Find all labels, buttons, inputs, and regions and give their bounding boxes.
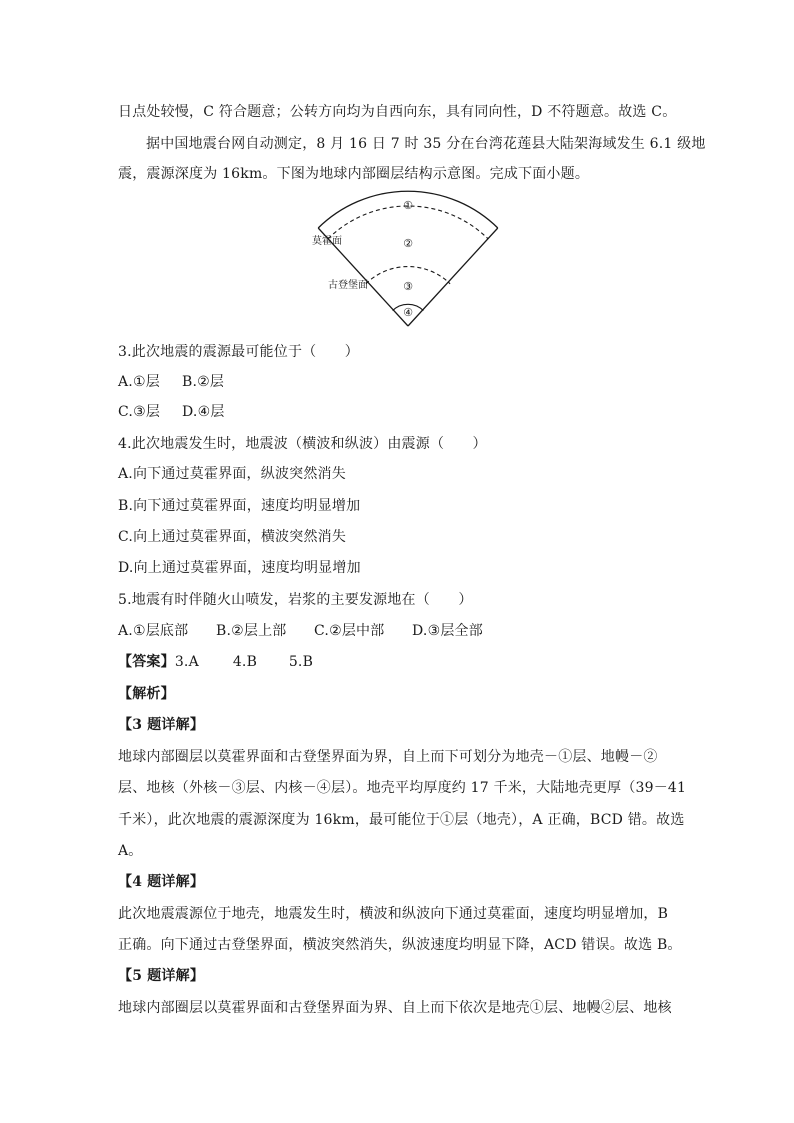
answer-4: 4.B: [232, 654, 258, 670]
q3-detail-line-2: 层、地核（外核－③层、内核－④层）。地壳平均厚度约 17 千米，大陆地壳更厚（39－41: [118, 780, 687, 796]
q4-detail-heading: 【4 题详解】: [118, 874, 205, 890]
q4-option-a: A.向下通过莫霍界面，纵波突然消失: [118, 466, 346, 482]
answer-5: 5.B: [288, 654, 314, 670]
earth-interior-diagram: [300, 190, 520, 330]
q3-option-d: D.④层: [182, 404, 225, 420]
q3-options-row-1: [118, 372, 224, 392]
q5-detail-line-1: 地球内部圈层以莫霍界面和古登堡界面为界、自上而下依次是地壳①层、地幔②层、地核: [118, 1000, 672, 1016]
q3-detail-line-1: 地球内部圈层以莫霍界面和古登堡界面为界，自上而下可划分为地壳－①层、地幔－②: [118, 749, 658, 765]
q4-option-c: C.向上通过莫霍界面，横波突然消失: [118, 529, 347, 545]
earth-interior-svg: [300, 190, 520, 330]
q5-option-c: C.②层中部: [314, 623, 385, 639]
layer-1-label: ①: [403, 199, 413, 212]
q3-option-b: B.②层: [182, 374, 225, 390]
q4-stem: 4.此次地震发生时，地震波（横波和纵波）由震源（ ）: [118, 436, 487, 452]
q3-detail-line-4: A。: [118, 843, 143, 859]
q3-stem: 3.此次地震的震源最可能位于（ ）: [118, 344, 359, 360]
q3-detail-line-3: 千米），此次地震的震源深度为 16km，最可能位于①层（地壳），A 正确，BCD 错。故选: [118, 812, 685, 828]
gutenberg-label: 古登堡面: [328, 280, 368, 291]
q5-option-d: D.③层全部: [412, 623, 483, 639]
q5-options-row: [118, 621, 483, 641]
layer-4-label: ④: [403, 306, 413, 319]
layer-3-label: ③: [403, 280, 413, 293]
q3-option-c: C.③层: [118, 404, 161, 420]
analysis-label: 【解析】: [118, 686, 175, 702]
q5-option-b: B.②层上部: [216, 623, 287, 639]
q4-option-d: D.向上通过莫霍界面，速度均明显增加: [118, 560, 361, 576]
q5-option-a: A.①层底部: [118, 623, 189, 639]
text-line-3: 震，震源深度为 16km。下图为地球内部圈层结构示意图。完成下面小题。: [118, 166, 590, 182]
sector-right-edge: [408, 228, 498, 326]
answer-label: 【答案】: [118, 654, 175, 670]
text-line-1: 日点处较慢，C 符合题意；公转方向均为自西向东，具有同向性，D 不符题意。故选 C。: [118, 104, 677, 120]
text-line-2: 据中国地震台网自动测定，8 月 16 日 7 时 35 分在台湾花莲县大陆架海域发生 6.1 级地: [146, 136, 706, 152]
q5-stem: 5.地震有时伴随火山喷发，岩浆的主要发源地在（ ）: [118, 592, 473, 608]
q4-detail-line-2: 正确。向下通过古登堡界面，横波突然消失，纵波速度均明显下降，ACD 错误。故选 B。: [118, 937, 682, 953]
answer-3: 3.A: [174, 654, 199, 670]
answer-row: [118, 652, 313, 672]
q3-option-a: A.①层: [118, 374, 160, 390]
q3-detail-heading: 【3 题详解】: [118, 717, 205, 733]
q4-option-b: B.向下通过莫霍界面，速度均明显增加: [118, 498, 361, 514]
q3-options-row-2: [118, 402, 225, 422]
moho-label: 莫霍面: [312, 236, 342, 247]
layer-2-label: ②: [403, 237, 413, 250]
q5-detail-heading: 【5 题详解】: [118, 968, 205, 984]
q4-detail-line-1: 此次地震震源位于地壳，地震发生时，横波和纵波向下通过莫霍面，速度均明显增加，B: [118, 906, 669, 922]
